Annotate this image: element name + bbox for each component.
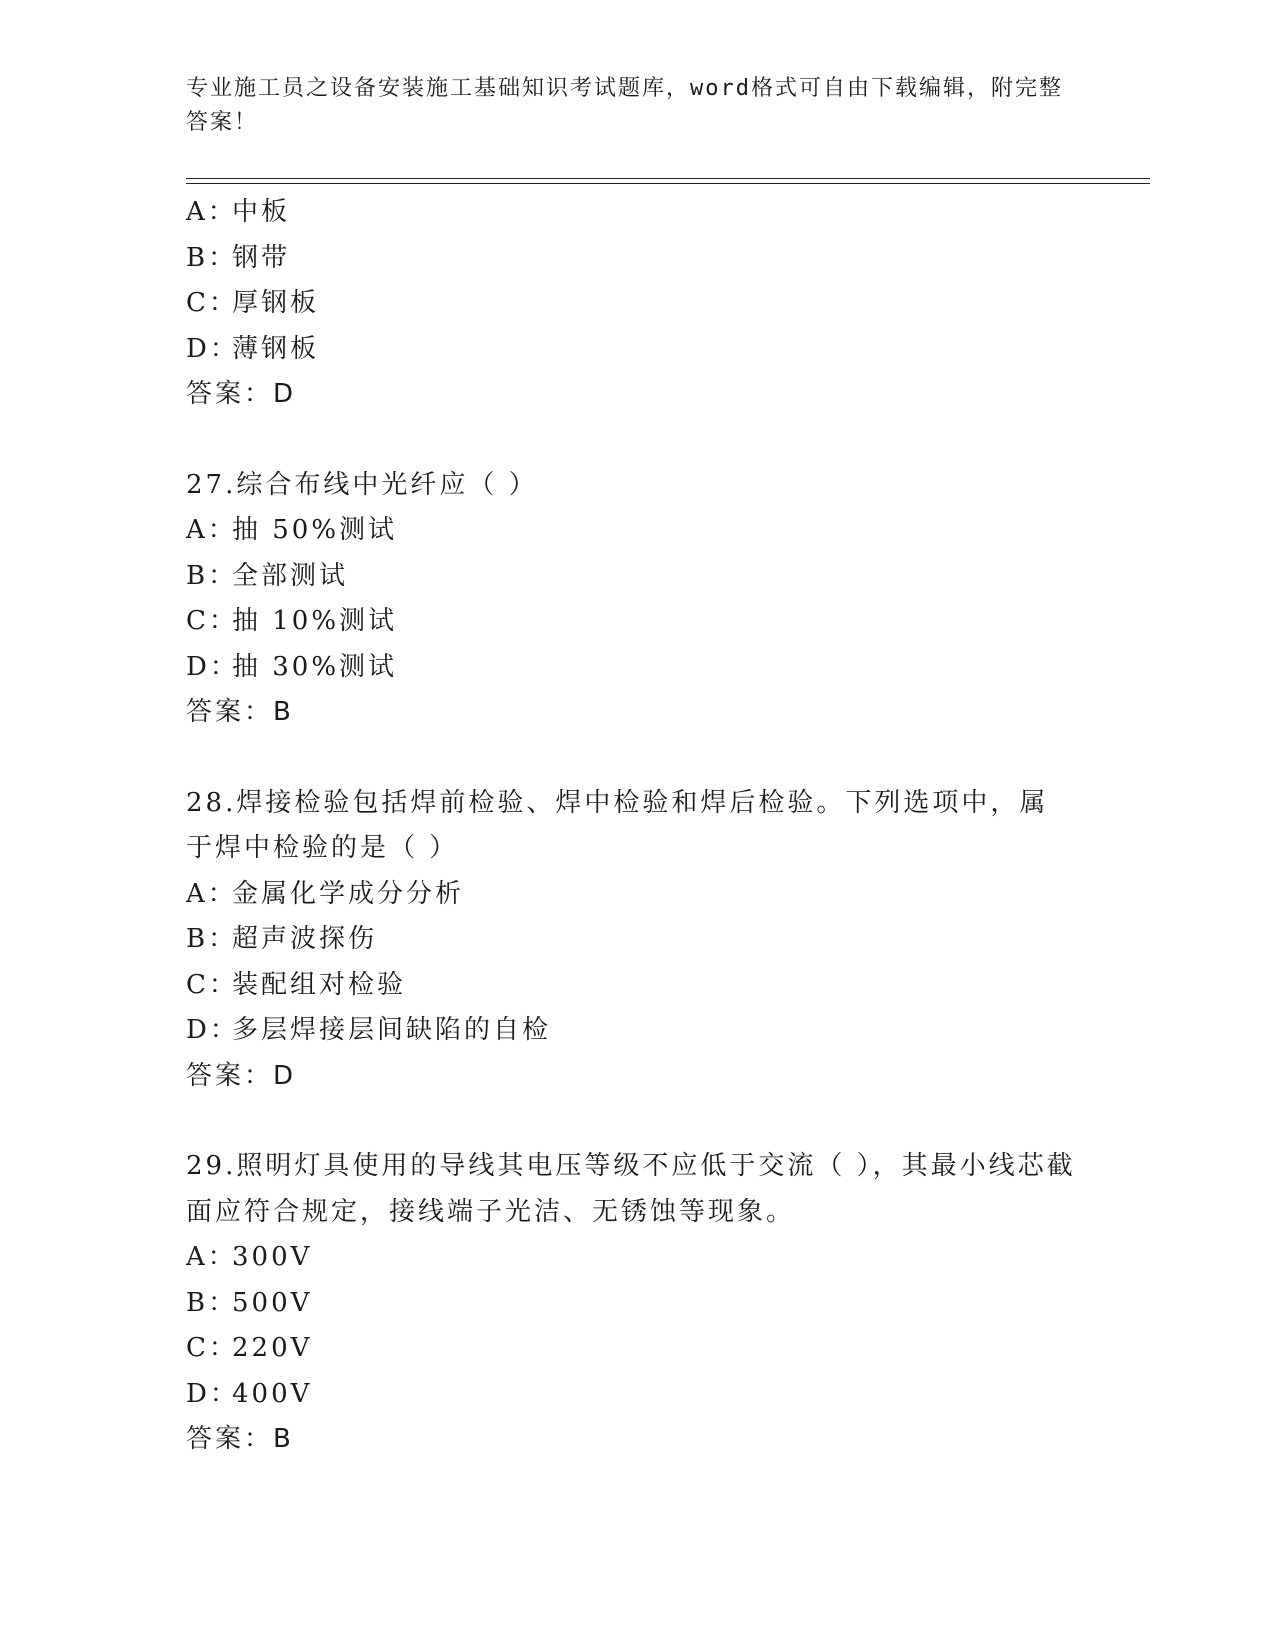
option-b: B：超声波探伤	[186, 924, 378, 954]
option-a: A：300V	[186, 1242, 313, 1272]
header-rule-top	[186, 178, 1150, 179]
answer-line: 答案：B	[186, 697, 294, 727]
option-b: B：全部测试	[186, 560, 349, 591]
question-text: 27.综合布线中光纤应（ ）	[186, 469, 538, 500]
answer-line: 答案：D	[186, 1060, 297, 1091]
header-rule-bottom	[186, 183, 1150, 184]
option-d: D：薄钢板	[186, 333, 320, 364]
option-c: C：厚钢板	[186, 288, 320, 318]
question-block-28	[186, 781, 1086, 1100]
option-d: D：抽 30%测试	[186, 651, 398, 682]
question-block-27	[186, 463, 1086, 736]
option-a: A：抽 50%测试	[186, 515, 398, 545]
answer-line: 答案：D	[186, 379, 297, 409]
option-b: B：500V	[186, 1287, 313, 1318]
option-d: D：400V	[186, 1378, 313, 1409]
option-d: D：多层焊接层间缺陷的自检	[186, 1015, 552, 1045]
question-text: 29.照明灯具使用的导线其电压等级不应低于交流（ ），其最小线芯截面应符合规定，接线端子光洁、无锈蚀等现象。	[186, 1151, 1076, 1227]
answer-line: 答案：B	[186, 1424, 294, 1454]
option-b: B：钢带	[186, 242, 291, 273]
question-list	[186, 190, 1086, 1463]
question-block-29	[186, 1144, 1086, 1463]
option-a: A：金属化学成分分析	[186, 878, 465, 909]
option-c: C：抽 10%测试	[186, 606, 398, 636]
document-header: 专业施工员之设备安装施工基础知识考试题库，word格式可自由下载编辑，附完整答案！	[186, 76, 1063, 135]
question-text: 28.焊接检验包括焊前检验、焊中检验和焊后检验。下列选项中，属于焊中检验的是（ ）	[186, 787, 1049, 863]
question-block-partial	[186, 190, 1086, 418]
option-c: C：220V	[186, 1333, 313, 1363]
option-c: C：装配组对检验	[186, 969, 407, 1000]
option-a: A：中板	[186, 197, 291, 227]
